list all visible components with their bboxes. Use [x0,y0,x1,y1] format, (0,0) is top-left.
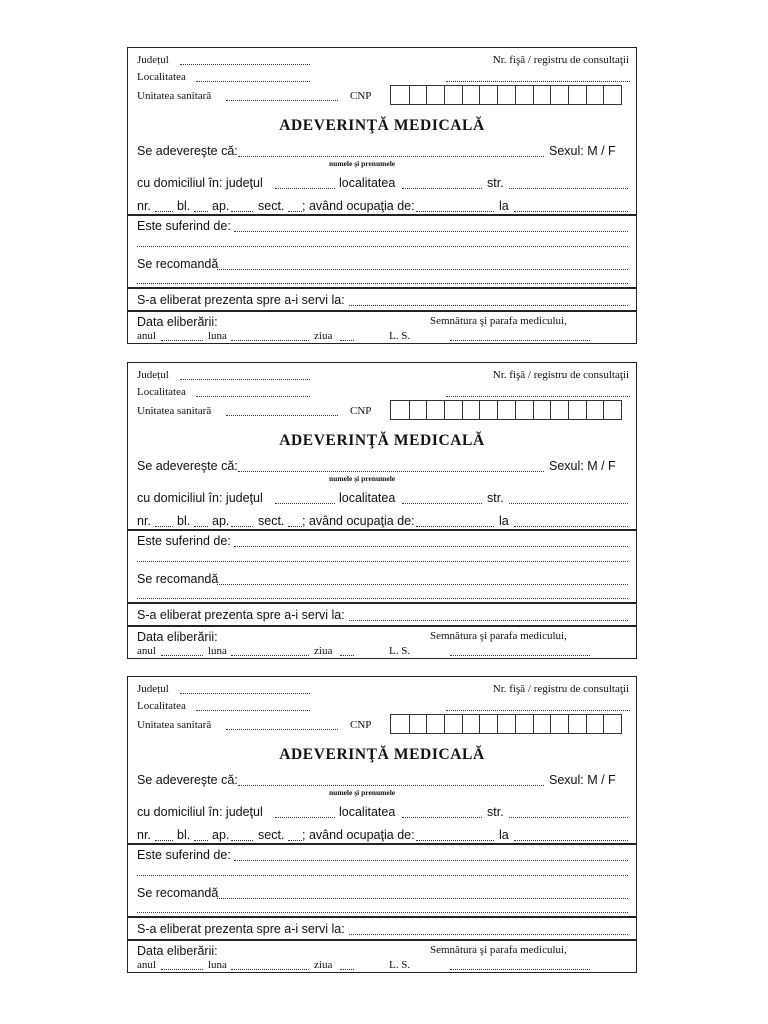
semnatura-label: Semnătura şi parafa medicului, [430,630,567,642]
cnp-label: CNP [350,90,372,102]
recomanda-label: Se recomandă [137,572,219,586]
sexul-label: Sexul: M / F [549,144,616,158]
suferind-label: Este suferind de: [137,848,231,862]
suferind-label: Este suferind de: [137,534,231,548]
numele-caption: numele şi prenumele [329,788,396,797]
section-divider [128,916,636,918]
domiciliul-label: cu domiciliul în: judeţul [137,491,263,505]
eliberat-field[interactable] [349,620,628,621]
semnatura-field[interactable] [450,969,590,970]
document-title: ADEVERINŢĂ MEDICALĂ [279,746,485,763]
unitatea-field[interactable] [226,729,338,730]
se-adevereste-label: Se adevereşte că: [137,773,238,787]
medical-certificate-form-2 [127,362,637,659]
section-divider [128,843,636,845]
ocupatia-field[interactable] [416,526,494,527]
semnatura-label: Semnătura şi parafa medicului, [430,944,567,956]
str-field[interactable] [509,503,628,504]
cnp-digit-box[interactable] [515,86,533,104]
anul-field[interactable] [161,969,203,970]
suferind-field[interactable] [234,546,628,547]
nr-field[interactable] [155,526,173,527]
judet-label: Județul [137,54,169,66]
cnp-digit-box[interactable] [391,86,409,104]
ziua-label: ziua [314,645,333,657]
localitatea-label: Localitatea [137,71,186,83]
suferind-label: Este suferind de: [137,219,231,233]
nr-fisa-label: Nr. fişă / registru de consultaţii [492,683,629,695]
ls-label: L. S. [389,330,411,342]
bl-label: bl. [177,828,191,842]
cnp-boxes[interactable] [390,400,622,420]
anul-field[interactable] [161,340,203,341]
la-label: la [499,514,509,528]
sect-label: sect. [258,828,285,842]
section-divider [128,625,636,627]
localitatea-label: Localitatea [137,386,186,398]
ap-field[interactable] [231,840,253,841]
eliberat-label: S-a eliberat prezenta spre a-i servi la: [137,608,345,622]
cnp-digit-box[interactable] [586,401,604,419]
cnp-digit-box[interactable] [515,401,533,419]
cnp-digit-box[interactable] [550,86,568,104]
nr-fisa-field[interactable] [446,710,630,711]
str-label: str. [487,491,504,505]
anul-label: anul [137,330,156,342]
anul-label: anul [137,645,156,657]
ocupatia-label: ; având ocupaţia de: [302,828,415,842]
luna-field[interactable] [231,340,309,341]
cnp-boxes[interactable] [390,714,622,734]
cnp-digit-box[interactable] [444,86,462,104]
cnp-label: CNP [350,405,372,417]
recomanda-field[interactable] [217,898,628,899]
bl-label: bl. [177,199,191,213]
localitatea-domiciliu-label: localitatea [339,805,396,819]
cnp-digit-box[interactable] [533,401,551,419]
cnp-digit-box[interactable] [603,401,621,419]
cnp-digit-box[interactable] [462,401,480,419]
section-divider [128,529,636,531]
nr-fisa-field[interactable] [446,81,630,82]
cnp-digit-box[interactable] [568,86,586,104]
suferind-field[interactable] [234,231,628,232]
cnp-digit-box[interactable] [550,401,568,419]
sexul-label: Sexul: M / F [549,459,616,473]
eliberat-field[interactable] [349,305,628,306]
localitatea-domiciliu-label: localitatea [339,491,396,505]
se-adevereste-label: Se adevereşte că: [137,144,238,158]
luna-field[interactable] [231,969,309,970]
eliberat-label: S-a eliberat prezenta spre a-i servi la: [137,922,345,936]
str-field[interactable] [509,188,628,189]
data-eliberarii-label: Data eliberării: [137,315,218,329]
unitatea-field[interactable] [226,100,338,101]
sect-field[interactable] [288,840,302,841]
cnp-digit-box[interactable] [426,86,444,104]
cnp-digit-box[interactable] [409,86,427,104]
str-label: str. [487,805,504,819]
bl-field[interactable] [194,840,208,841]
suferind-field-2[interactable] [137,561,628,562]
cnp-label: CNP [350,719,372,731]
cnp-digit-box[interactable] [426,401,444,419]
data-eliberarii-label: Data eliberării: [137,630,218,644]
anul-field[interactable] [161,655,203,656]
str-field[interactable] [509,817,628,818]
localitatea-field[interactable] [196,710,310,711]
semnatura-label: Semnătura şi parafa medicului, [430,315,567,327]
anul-label: anul [137,959,156,971]
eliberat-field[interactable] [349,934,628,935]
recomanda-field[interactable] [217,584,628,585]
cnp-digit-box[interactable] [497,86,515,104]
luna-label: luna [208,959,227,971]
domiciliul-label: cu domiciliul în: judeţul [137,805,263,819]
localitatea-domiciliu-field[interactable] [402,817,482,818]
cnp-digit-box[interactable] [533,86,551,104]
ap-field[interactable] [231,526,253,527]
nume-field[interactable] [238,156,544,157]
nr-fisa-label: Nr. fişă / registru de consultaţii [492,54,629,66]
nr-field[interactable] [155,840,173,841]
cnp-digit-box[interactable] [391,715,409,733]
bl-label: bl. [177,514,191,528]
suferind-field-2[interactable] [137,875,628,876]
semnatura-field[interactable] [450,655,590,656]
luna-field[interactable] [231,655,309,656]
ap-label: ap. [212,199,230,213]
cnp-digit-box[interactable] [603,86,621,104]
cnp-digit-box[interactable] [479,401,497,419]
luna-label: luna [208,330,227,342]
recomanda-field-2[interactable] [137,912,628,913]
cnp-digit-box[interactable] [568,401,586,419]
ocupatia-label: ; având ocupaţia de: [302,199,415,213]
domiciliul-label: cu domiciliul în: judeţul [137,176,263,190]
nr-fisa-field[interactable] [446,396,630,397]
ap-field[interactable] [231,211,253,212]
numele-caption: numele şi prenumele [329,159,396,168]
judet-field[interactable] [180,693,310,694]
cnp-digit-box[interactable] [409,715,427,733]
eliberat-label: S-a eliberat prezenta spre a-i servi la: [137,293,345,307]
section-divider [128,939,636,941]
section-divider [128,310,636,312]
sect-field[interactable] [288,211,302,212]
localitatea-label: Localitatea [137,700,186,712]
cnp-digit-box[interactable] [586,86,604,104]
cnp-digit-box[interactable] [426,715,444,733]
luna-label: luna [208,645,227,657]
cnp-boxes[interactable] [390,85,622,105]
cnp-digit-box[interactable] [497,715,515,733]
numele-caption: numele şi prenumele [329,474,396,483]
ls-label: L. S. [389,645,411,657]
recomanda-label: Se recomandă [137,886,219,900]
judet-domiciliu-field[interactable] [275,817,335,818]
medical-certificate-form-1 [127,47,637,344]
la-label: la [499,828,509,842]
bl-field[interactable] [194,526,208,527]
cnp-digit-box[interactable] [568,715,586,733]
localitatea-domiciliu-field[interactable] [402,188,482,189]
unitatea-label: Unitatea sanitară [137,719,212,731]
judet-domiciliu-field[interactable] [275,503,335,504]
nume-field[interactable] [238,785,544,786]
se-adevereste-label: Se adevereşte că: [137,459,238,473]
cnp-digit-box[interactable] [497,401,515,419]
localitatea-field[interactable] [196,396,310,397]
judet-field[interactable] [180,64,310,65]
ap-label: ap. [212,828,230,842]
data-eliberarii-label: Data eliberării: [137,944,218,958]
ziua-field[interactable] [340,969,354,970]
suferind-field[interactable] [234,860,628,861]
cnp-digit-box[interactable] [409,401,427,419]
ocupatia-label: ; având ocupaţia de: [302,514,415,528]
nume-field[interactable] [238,471,544,472]
section-divider [128,602,636,604]
la-label: la [499,199,509,213]
la-field[interactable] [514,211,628,212]
judet-field[interactable] [180,379,310,380]
document-title: ADEVERINŢĂ MEDICALĂ [279,117,485,134]
cnp-digit-box[interactable] [533,715,551,733]
recomanda-field-2[interactable] [137,283,628,284]
localitatea-domiciliu-label: localitatea [339,176,396,190]
ocupatia-field[interactable] [416,840,494,841]
section-divider [128,287,636,289]
section-divider [128,214,636,216]
cnp-digit-box[interactable] [462,715,480,733]
judet-domiciliu-field[interactable] [275,188,335,189]
localitatea-domiciliu-field[interactable] [402,503,482,504]
document-title: ADEVERINŢĂ MEDICALĂ [279,432,485,449]
ocupatia-field[interactable] [416,211,494,212]
cnp-digit-box[interactable] [479,86,497,104]
unitatea-label: Unitatea sanitară [137,405,212,417]
la-field[interactable] [514,526,628,527]
judet-label: Județul [137,369,169,381]
cnp-digit-box[interactable] [391,401,409,419]
sexul-label: Sexul: M / F [549,773,616,787]
recomanda-label: Se recomandă [137,257,219,271]
ap-label: ap. [212,514,230,528]
la-field[interactable] [514,840,628,841]
bl-field[interactable] [194,211,208,212]
cnp-digit-box[interactable] [444,715,462,733]
sect-label: sect. [258,199,285,213]
ziua-field[interactable] [340,655,354,656]
cnp-digit-box[interactable] [603,715,621,733]
nr-field[interactable] [155,211,173,212]
cnp-digit-box[interactable] [515,715,533,733]
sect-label: sect. [258,514,285,528]
nr-label: nr. [137,199,151,213]
unitatea-label: Unitatea sanitară [137,90,212,102]
unitatea-field[interactable] [226,415,338,416]
nr-label: nr. [137,828,151,842]
cnp-digit-box[interactable] [444,401,462,419]
str-label: str. [487,176,504,190]
ziua-label: ziua [314,959,333,971]
ls-label: L. S. [389,959,411,971]
recomanda-field[interactable] [217,269,628,270]
ziua-label: ziua [314,330,333,342]
cnp-digit-box[interactable] [462,86,480,104]
nr-label: nr. [137,514,151,528]
cnp-digit-box[interactable] [479,715,497,733]
localitatea-field[interactable] [196,81,310,82]
recomanda-field-2[interactable] [137,598,628,599]
suferind-field-2[interactable] [137,246,628,247]
nr-fisa-label: Nr. fişă / registru de consultaţii [492,369,629,381]
cnp-digit-box[interactable] [550,715,568,733]
sect-field[interactable] [288,526,302,527]
semnatura-field[interactable] [450,340,590,341]
medical-certificate-form-3 [127,676,637,973]
judet-label: Județul [137,683,169,695]
cnp-digit-box[interactable] [586,715,604,733]
ziua-field[interactable] [340,340,354,341]
